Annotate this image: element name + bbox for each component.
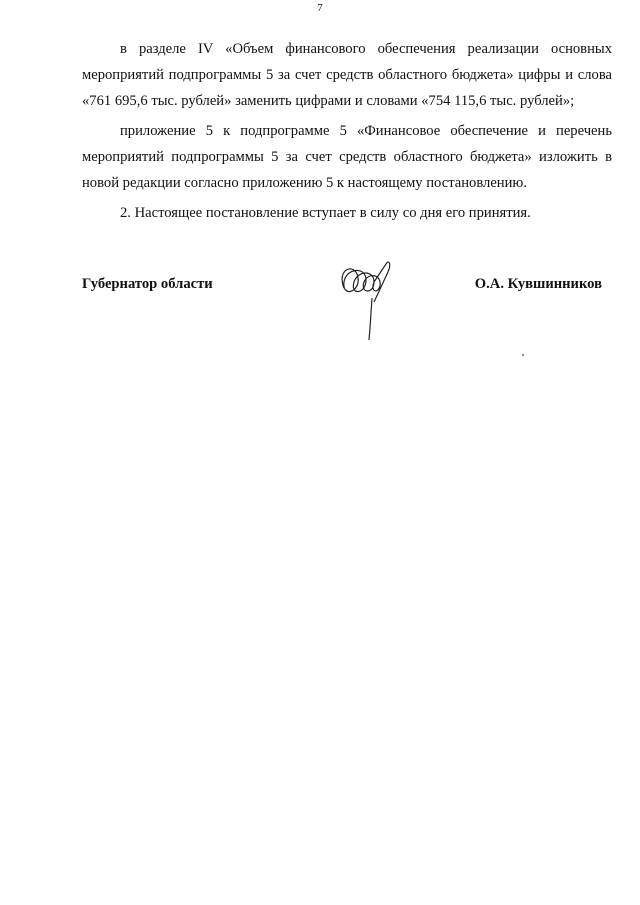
- signatory-title: Губернатор области: [82, 276, 213, 292]
- document-body: [82, 36, 612, 226]
- paragraph-effective-date: 2. Настоящее постановление вступает в силу со дня его принятия.: [120, 205, 531, 221]
- signature-block: [82, 276, 602, 346]
- handwritten-signature: [334, 258, 404, 348]
- signatory-name: О.А. Кувшинников: [474, 276, 602, 292]
- paragraph-appendix-5-amendment: приложение 5 к подпрограмме 5 «Финансовое обеспечение и перечень мероприятий подпрограммы 5 за счет средств областного бюджета» изложить в новой редакции согласно приложению 5 к настоящему постановлению.: [82, 123, 612, 191]
- page-number: 7: [317, 2, 323, 14]
- paragraph-section-iv-amendment: в разделе IV «Объем финансового обеспечения реализации основных мероприятий подпрограммы 5 за счет средств областного бюджета» цифры и слова «761 695,6 тыс. рублей» заменить цифрами и словами «754 115,6 тыс. рублей»;: [82, 41, 612, 109]
- scan-speck: [522, 354, 524, 356]
